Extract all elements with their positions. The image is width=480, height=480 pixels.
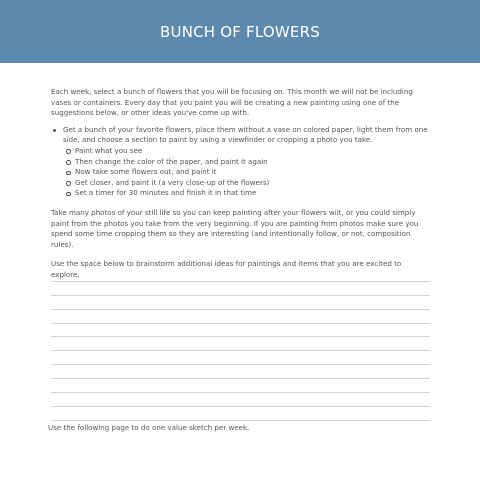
- intro-paragraph: Each week, select a bunch of flowers that you will be focusing on. This month we will not be including vases or containers. Every day that you paint you will be creating a new painting using one of the suggestions below, or other ideas you've come up with.: [51, 87, 413, 118]
- writing-line: [51, 296, 430, 310]
- writing-line: [51, 324, 430, 338]
- suggestion-subitem: Paint what you see: [75, 146, 431, 157]
- suggestion-list: [51, 125, 431, 199]
- footer-note: Use the following page to do one value sketch per week.: [48, 423, 250, 432]
- suggestion-subitem: Then change the color of the paper, and paint it again: [75, 157, 431, 168]
- writing-line: [51, 337, 430, 351]
- writing-line: [51, 407, 430, 421]
- writing-line: [51, 379, 430, 393]
- suggestion-sublist: [63, 146, 431, 199]
- page-header: [0, 0, 480, 63]
- writing-line: [51, 365, 430, 379]
- writing-line: [51, 310, 430, 324]
- brainstorm-writing-area[interactable]: [51, 268, 430, 421]
- brainstorm-prompt: Use the space below to brainstorm additional ideas for paintings and items that you are excited to explore.: [51, 259, 402, 279]
- suggestion-subitem: Now take some flowers out, and paint it: [75, 167, 431, 178]
- suggestion-item: [63, 125, 431, 199]
- instructions-body: [51, 87, 431, 281]
- photos-paragraph: Take many photos of your still life so you can keep painting after your flowers wilt, or you could simply paint from the photos you take from the very beginning. If you are painting from photos make sure you spend some time cropping them so they are interesting (and intentionally follow, or not, composition rules).: [51, 207, 419, 249]
- suggestion-text: Get a bunch of your favorite flowers, place them without a vase on colored paper, light them from one side, and choose a section to paint by using a viewfinder or cropping a photo you take.: [63, 124, 428, 145]
- writing-line: [51, 282, 430, 296]
- writing-line: [51, 268, 430, 282]
- writing-line: [51, 351, 430, 365]
- page-title: BUNCH OF FLOWERS: [160, 22, 320, 41]
- suggestion-subitem: Get closer, and paint it (a very close-up of the flowers): [75, 178, 431, 189]
- suggestion-subitem: Set a timer for 30 minutes and finish it in that time: [75, 188, 431, 199]
- writing-line: [51, 393, 430, 407]
